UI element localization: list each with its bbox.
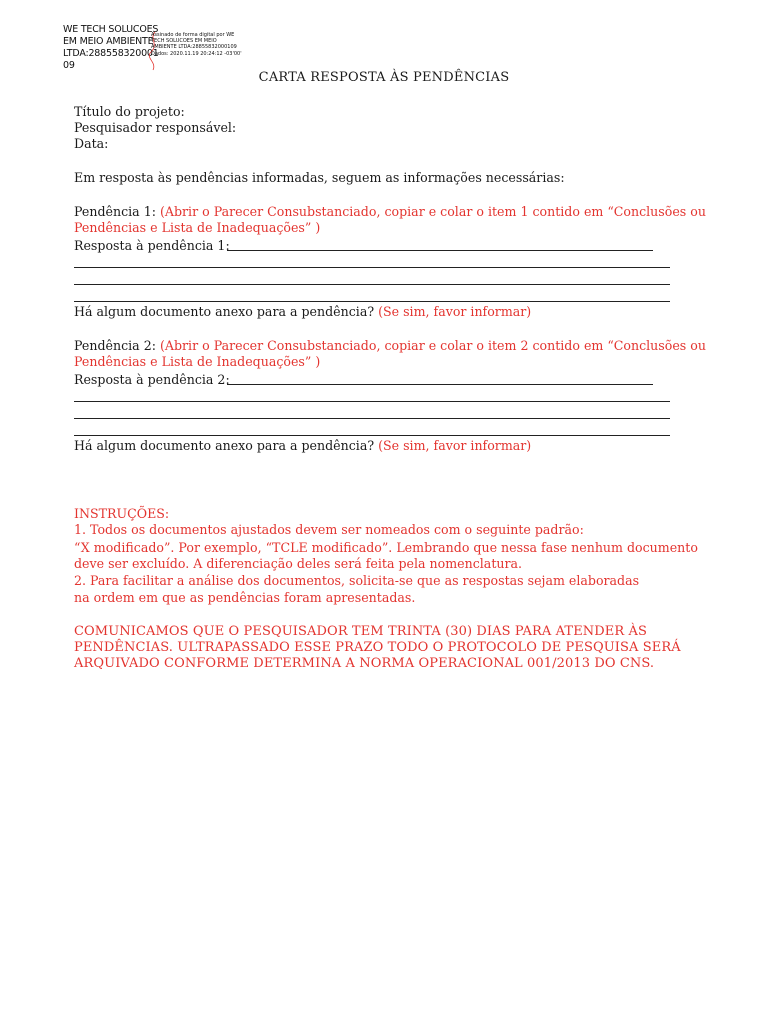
pendencia-1-anexo-hint: (Se sim, favor informar): [378, 304, 532, 319]
comunicado-line: PENDÊNCIAS. ULTRAPASSADO ESSE PRAZO TODO O PROTOCOLO DE PESQUISA SERÁ: [74, 640, 681, 655]
instrucoes-line: deve ser excluído. A diferenciação deles será feita pela nomenclatura.: [74, 556, 523, 571]
pendencia-1-anexo: [74, 304, 531, 320]
comunicado-line: ARQUIVADO CONFORME DETERMINA A NORMA OPERACIONAL 001/2013 DO CNS.: [74, 656, 655, 671]
pendencia-1-heading: [74, 204, 706, 220]
pendencia-2-answer-line: [74, 435, 670, 436]
pendencia-1-resposta-label: Resposta à pendência 1:: [74, 238, 230, 253]
pendencia-2-answer-line: [227, 384, 653, 385]
pendencia-2-label: Pendência 2:: [74, 338, 156, 353]
instrucoes-line: “X modificado”. Por exemplo, “TCLE modificado”. Lembrando que nessa fase nenhum documento: [74, 540, 698, 555]
pendencia-1-anexo-question: Há algum documento anexo para a pendência?: [74, 304, 375, 319]
signature-details: Assinado de forma digital por WE TECH SOLUCOES EM MEIO AMBIENTE LTDA:28855832000109 Dados: 2020.11.19 20:24:12 -03'00': [151, 32, 242, 57]
pendencia-1-answer-line: [74, 301, 670, 302]
pendencia-2-instruction-cont: Pendências e Lista de Inadequações” ): [74, 354, 321, 369]
instrucoes-heading: INSTRUÇÕES:: [74, 506, 170, 521]
instrucoes-line: 1. Todos os documentos ajustados devem ser nomeados com o seguinte padrão:: [74, 522, 584, 537]
pendencia-1-answer-line: [227, 250, 653, 251]
pendencia-2-anexo-question: Há algum documento anexo para a pendência?: [74, 438, 375, 453]
signature-name: WE TECH SOLUCOES EM MEIO AMBIENTE LTDA:288558320001 09: [63, 24, 159, 71]
pendencia-2-instruction: (Abrir o Parecer Consubstanciado, copiar e colar o item 2 contido em “Conclusões ou: [159, 338, 706, 353]
digital-signature: [63, 24, 253, 76]
instrucoes-line: na ordem em que as pendências foram apresentadas.: [74, 590, 416, 605]
pendencia-2-heading: [74, 338, 706, 354]
pendencia-2-anexo: [74, 438, 531, 454]
document-title: CARTA RESPOSTA ÀS PENDÊNCIAS: [258, 70, 510, 85]
pendencia-1-label: Pendência 1:: [74, 204, 156, 219]
pendencia-2-answer-line: [74, 401, 670, 402]
comunicado-line: COMUNICAMOS QUE O PESQUISADOR TEM TRINTA (30) DIAS PARA ATENDER ÀS: [74, 624, 647, 639]
instrucoes-line: 2. Para facilitar a análise dos documentos, solicita-se que as respostas sejam elaboradas: [74, 573, 640, 588]
pendencia-1-answer-line: [74, 267, 670, 268]
pendencia-1-answer-line: [74, 284, 670, 285]
pendencia-2-anexo-hint: (Se sim, favor informar): [378, 438, 532, 453]
field-pesquisador: Pesquisador responsável:: [74, 120, 237, 135]
pendencia-1-instruction: (Abrir o Parecer Consubstanciado, copiar e colar o item 1 contido em “Conclusões ou: [159, 204, 706, 219]
field-titulo-projeto: Título do projeto:: [74, 104, 185, 119]
pendencia-2-resposta-label: Resposta à pendência 2:: [74, 372, 230, 387]
field-data: Data:: [74, 136, 109, 151]
intro-text: Em resposta às pendências informadas, seguem as informações necessárias:: [74, 170, 565, 185]
pendencia-1-instruction-cont: Pendências e Lista de Inadequações” ): [74, 220, 321, 235]
pendencia-2-answer-line: [74, 418, 670, 419]
